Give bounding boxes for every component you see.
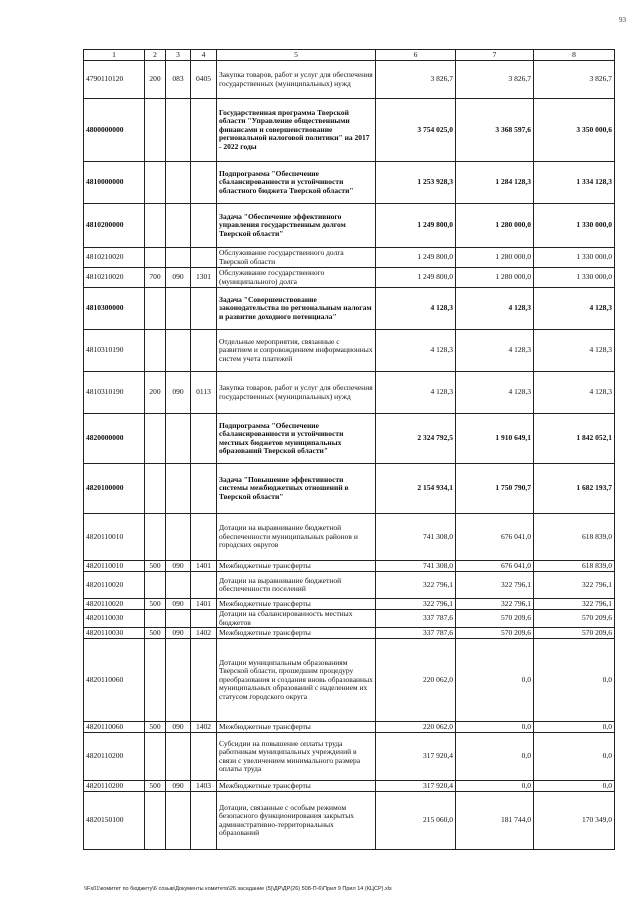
cell-v3: 618 839,0 [534, 561, 615, 572]
cell-v1: 4 128,3 [376, 372, 456, 414]
cell-gr: 090 [166, 372, 191, 414]
cell-v2: 181 744,0 [456, 792, 534, 850]
cell-code: 4820110020 [84, 572, 145, 599]
cell-gr: 090 [166, 722, 191, 733]
cell-code: 4810210020 [84, 248, 145, 268]
cell-rz [191, 288, 217, 330]
table-row [84, 330, 615, 372]
cell-code: 4820100000 [84, 464, 145, 514]
cell-vr [145, 414, 166, 464]
col-header: 1 [84, 50, 145, 61]
file-path-footer: \\Fs01\комитет по бюджету\6 созыв\Документы комитета\26 заседание (5)\ДР\ДР(26) 508-П-6\Прил 9 Прил 14 (КЦСР).xls [84, 886, 392, 892]
cell-rz [191, 204, 217, 248]
cell-code: 4820000000 [84, 414, 145, 464]
budget-table [83, 49, 615, 850]
cell-rz [191, 733, 217, 781]
cell-v1: 220 062,0 [376, 722, 456, 733]
cell-rz [191, 639, 217, 722]
cell-rz [191, 162, 217, 204]
cell-v3: 4 128,3 [534, 372, 615, 414]
table-row [84, 268, 615, 288]
cell-v1: 741 308,0 [376, 514, 456, 561]
cell-v2: 0,0 [456, 639, 534, 722]
cell-v1: 337 787,6 [376, 610, 456, 628]
cell-name: Межбюджетные трансферты [217, 722, 376, 733]
table-row [84, 599, 615, 610]
cell-code: 4820110060 [84, 722, 145, 733]
cell-vr [145, 464, 166, 514]
cell-name: Обслуживание государственного долга Тверской области [217, 248, 376, 268]
cell-code: 4820110030 [84, 628, 145, 639]
cell-name: Отдельные мероприятия, связанные с развитием и сопровождением информационных систем учета платежей [217, 330, 376, 372]
cell-v2: 0,0 [456, 781, 534, 792]
cell-v2: 1 280 000,0 [456, 248, 534, 268]
cell-v3: 1 330 000,0 [534, 204, 615, 248]
cell-v2: 1 284 128,3 [456, 162, 534, 204]
cell-code: 4810310190 [84, 372, 145, 414]
col-header: 6 [376, 50, 456, 61]
cell-code: 4790110120 [84, 61, 145, 99]
cell-name: Закупка товаров, работ и услуг для обеспечения государственных (муниципальных) нужд [217, 372, 376, 414]
cell-name: Государственная программа Тверской области "Управление общественными финансами и совершенствование региональной налоговой политики" на 2017 - 2022 годы [217, 99, 376, 162]
col-header: 8 [534, 50, 615, 61]
cell-rz [191, 514, 217, 561]
cell-gr [166, 572, 191, 599]
cell-v3: 3 826,7 [534, 61, 615, 99]
cell-rz: 1401 [191, 599, 217, 610]
cell-code: 4810300000 [84, 288, 145, 330]
col-header: 3 [166, 50, 191, 61]
cell-gr [166, 288, 191, 330]
col-header: 2 [145, 50, 166, 61]
cell-v2: 570 209,6 [456, 628, 534, 639]
cell-code: 4820110030 [84, 610, 145, 628]
cell-v2: 1 910 649,1 [456, 414, 534, 464]
cell-name: Дотации на сбалансированность местных бюджетов [217, 610, 376, 628]
cell-v3: 1 330 000,0 [534, 248, 615, 268]
cell-v1: 3 754 025,0 [376, 99, 456, 162]
cell-vr [145, 204, 166, 248]
table-row [84, 204, 615, 248]
cell-v3: 0,0 [534, 781, 615, 792]
cell-name: Подпрограмма "Обеспечение сбалансированности и устойчивости местных бюджетов муниципальных образований Тверской области" [217, 414, 376, 464]
cell-code: 4820110010 [84, 561, 145, 572]
cell-v3: 570 209,6 [534, 628, 615, 639]
table-row [84, 414, 615, 464]
cell-rz [191, 248, 217, 268]
cell-v1: 741 308,0 [376, 561, 456, 572]
cell-v3: 1 330 000,0 [534, 268, 615, 288]
cell-name: Дотации, связанные с особым режимом безопасного функционирования закрытых административно-территориальных образований [217, 792, 376, 850]
table-row [84, 372, 615, 414]
cell-vr: 200 [145, 61, 166, 99]
cell-rz [191, 610, 217, 628]
cell-v1: 4 128,3 [376, 330, 456, 372]
cell-code: 4820110060 [84, 639, 145, 722]
cell-vr: 700 [145, 268, 166, 288]
cell-v1: 1 253 928,3 [376, 162, 456, 204]
table-row [84, 99, 615, 162]
cell-rz [191, 99, 217, 162]
cell-vr: 500 [145, 722, 166, 733]
table-row [84, 792, 615, 850]
cell-rz: 0405 [191, 61, 217, 99]
col-header: 7 [456, 50, 534, 61]
cell-gr [166, 792, 191, 850]
table-row [84, 639, 615, 722]
cell-vr [145, 514, 166, 561]
cell-name: Субсидии на повышение оплаты труда работникам муниципальных учреждений в связи с увеличением минимального размера оплаты труда [217, 733, 376, 781]
cell-code: 4820110010 [84, 514, 145, 561]
cell-code: 4820110200 [84, 733, 145, 781]
table-row [84, 733, 615, 781]
cell-rz: 1403 [191, 781, 217, 792]
cell-v2: 0,0 [456, 733, 534, 781]
cell-v1: 2 154 934,1 [376, 464, 456, 514]
cell-vr: 200 [145, 372, 166, 414]
table-row [84, 61, 615, 99]
cell-v2: 4 128,3 [456, 372, 534, 414]
cell-name: Дотации на выравнивание бюджетной обеспеченности муниципальных районов и городских округов [217, 514, 376, 561]
cell-v1: 3 826,7 [376, 61, 456, 99]
cell-v3: 3 350 000,6 [534, 99, 615, 162]
cell-v3: 570 209,6 [534, 610, 615, 628]
cell-code: 4820110020 [84, 599, 145, 610]
table-row [84, 288, 615, 330]
cell-v3: 322 796,1 [534, 572, 615, 599]
cell-rz [191, 464, 217, 514]
table-row [84, 572, 615, 599]
cell-gr [166, 330, 191, 372]
cell-gr: 083 [166, 61, 191, 99]
cell-rz: 1401 [191, 561, 217, 572]
cell-v1: 215 060,0 [376, 792, 456, 850]
cell-v1: 1 249 800,0 [376, 268, 456, 288]
cell-code: 4810000000 [84, 162, 145, 204]
cell-rz [191, 572, 217, 599]
table-row [84, 722, 615, 733]
table-row [84, 248, 615, 268]
cell-v3: 1 842 052,1 [534, 414, 615, 464]
cell-gr [166, 610, 191, 628]
page-number: 93 [619, 16, 626, 24]
cell-v2: 3 368 597,6 [456, 99, 534, 162]
cell-v3: 322 796,1 [534, 599, 615, 610]
cell-vr [145, 792, 166, 850]
cell-v3: 0,0 [534, 722, 615, 733]
cell-code: 4810200000 [84, 204, 145, 248]
table-row [84, 514, 615, 561]
cell-name: Межбюджетные трансферты [217, 561, 376, 572]
cell-vr [145, 288, 166, 330]
cell-code: 4810310190 [84, 330, 145, 372]
table-row [84, 781, 615, 792]
cell-gr [166, 414, 191, 464]
cell-vr [145, 639, 166, 722]
cell-vr: 500 [145, 628, 166, 639]
cell-v1: 1 249 800,0 [376, 204, 456, 248]
cell-name: Межбюджетные трансферты [217, 781, 376, 792]
cell-rz: 0113 [191, 372, 217, 414]
table-row [84, 464, 615, 514]
cell-v2: 570 209,6 [456, 610, 534, 628]
cell-v2: 322 796,1 [456, 599, 534, 610]
cell-rz: 1402 [191, 722, 217, 733]
table-row [84, 162, 615, 204]
cell-vr [145, 99, 166, 162]
cell-v2: 676 041,0 [456, 561, 534, 572]
cell-vr: 500 [145, 599, 166, 610]
cell-v2: 4 128,3 [456, 288, 534, 330]
cell-gr [166, 162, 191, 204]
cell-v1: 4 128,3 [376, 288, 456, 330]
cell-name: Межбюджетные трансферты [217, 628, 376, 639]
cell-v1: 220 062,0 [376, 639, 456, 722]
cell-vr [145, 162, 166, 204]
cell-v3: 0,0 [534, 639, 615, 722]
cell-v1: 317 920,4 [376, 781, 456, 792]
cell-name: Закупка товаров, работ и услуг для обеспечения государственных (муниципальных) нужд [217, 61, 376, 99]
cell-gr: 090 [166, 561, 191, 572]
col-header: 4 [191, 50, 217, 61]
cell-gr [166, 733, 191, 781]
cell-name: Задача "Совершенствование законодательства по региональным налогам и развитие доходного потенциала" [217, 288, 376, 330]
cell-gr: 090 [166, 599, 191, 610]
col-header: 5 [217, 50, 376, 61]
cell-vr [145, 610, 166, 628]
cell-v2: 3 826,7 [456, 61, 534, 99]
cell-v1: 322 796,1 [376, 599, 456, 610]
cell-gr: 090 [166, 268, 191, 288]
cell-gr [166, 248, 191, 268]
cell-name: Подпрограмма "Обеспечение сбалансированности и устойчивости областного бюджета Тверской области" [217, 162, 376, 204]
cell-v1: 337 787,6 [376, 628, 456, 639]
cell-v1: 2 324 792,5 [376, 414, 456, 464]
cell-vr [145, 572, 166, 599]
cell-rz [191, 414, 217, 464]
cell-gr [166, 464, 191, 514]
cell-gr [166, 639, 191, 722]
cell-rz: 1402 [191, 628, 217, 639]
cell-name: Дотации муниципальным образованиям Тверской области, прошедшим процедуру преобразования и создания вновь образованных муниципальных образований с наделением их статусом городского округа [217, 639, 376, 722]
cell-v2: 676 041,0 [456, 514, 534, 561]
cell-v3: 0,0 [534, 733, 615, 781]
cell-gr [166, 99, 191, 162]
cell-vr [145, 733, 166, 781]
cell-gr [166, 204, 191, 248]
cell-v3: 4 128,3 [534, 330, 615, 372]
cell-v1: 322 796,1 [376, 572, 456, 599]
cell-gr [166, 514, 191, 561]
cell-v2: 1 750 790,7 [456, 464, 534, 514]
cell-code: 4820110200 [84, 781, 145, 792]
table-row [84, 610, 615, 628]
cell-vr: 500 [145, 781, 166, 792]
cell-vr: 500 [145, 561, 166, 572]
cell-name: Задача "Повышение эффективности системы межбюджетных отношений в Тверской области" [217, 464, 376, 514]
cell-v3: 4 128,3 [534, 288, 615, 330]
cell-code: 4820150100 [84, 792, 145, 850]
cell-rz [191, 792, 217, 850]
table-row [84, 561, 615, 572]
cell-v2: 0,0 [456, 722, 534, 733]
cell-gr: 090 [166, 628, 191, 639]
cell-v1: 1 249 800,0 [376, 248, 456, 268]
cell-vr [145, 330, 166, 372]
cell-v3: 1 334 128,3 [534, 162, 615, 204]
cell-name: Задача "Обеспечение эффективного управления государственным долгом Тверской области" [217, 204, 376, 248]
cell-vr [145, 248, 166, 268]
cell-name: Дотации на выравнивание бюджетной обеспеченности поселений [217, 572, 376, 599]
cell-rz: 1301 [191, 268, 217, 288]
table-header-row [84, 50, 615, 61]
cell-code: 4800000000 [84, 99, 145, 162]
cell-code: 4810210020 [84, 268, 145, 288]
cell-name: Межбюджетные трансферты [217, 599, 376, 610]
table-row [84, 628, 615, 639]
cell-v2: 322 796,1 [456, 572, 534, 599]
cell-v2: 1 280 000,0 [456, 204, 534, 248]
cell-v3: 618 839,0 [534, 514, 615, 561]
cell-v3: 170 349,0 [534, 792, 615, 850]
cell-rz [191, 330, 217, 372]
cell-name: Обслуживание государственного (муниципального) долга [217, 268, 376, 288]
cell-gr: 090 [166, 781, 191, 792]
cell-v2: 4 128,3 [456, 330, 534, 372]
cell-v1: 317 920,4 [376, 733, 456, 781]
cell-v3: 1 682 193,7 [534, 464, 615, 514]
cell-v2: 1 280 000,0 [456, 268, 534, 288]
